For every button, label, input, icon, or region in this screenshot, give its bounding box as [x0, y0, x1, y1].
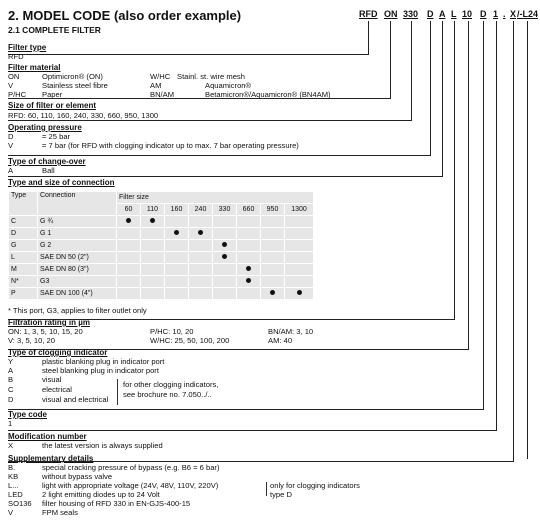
- filter-material-heading: Filter material: [8, 63, 61, 72]
- availability-dot-icon: [222, 242, 227, 247]
- availability-cell: [285, 252, 314, 264]
- connection-thread-cell: G ¾: [38, 216, 117, 228]
- connector-typecode-h: [8, 430, 497, 431]
- connector-material-h: [8, 98, 391, 99]
- code-part-filtration: 10: [462, 9, 473, 19]
- size-header-cell: 240: [189, 204, 213, 216]
- connector-size-v: [411, 21, 412, 120]
- availability-cell: [237, 264, 261, 276]
- connection-type-cell: C: [9, 216, 38, 228]
- availability-cell: [237, 288, 261, 300]
- availability-cell: [261, 240, 285, 252]
- availability-cell: [165, 288, 189, 300]
- availability-cell: [141, 228, 165, 240]
- code-part-size: 330: [403, 9, 419, 19]
- availability-cell: [117, 276, 141, 288]
- clogging-desc: plastic blanking plug in indicator port: [42, 357, 165, 366]
- availability-cell: [117, 228, 141, 240]
- availability-cell: [117, 252, 141, 264]
- material-desc: Optimicron® (ON): [42, 72, 103, 81]
- table-row: [9, 264, 314, 276]
- type-code-value: 1: [8, 419, 13, 428]
- availability-cell: [117, 216, 141, 228]
- connection-thread-cell: G 1: [38, 228, 117, 240]
- clogging-code: C: [8, 385, 14, 394]
- availability-cell: [261, 276, 285, 288]
- clogging-heading: Type of clogging indicator: [8, 348, 108, 357]
- availability-cell: [189, 264, 213, 276]
- availability-cell: [213, 228, 237, 240]
- connector-modification-v: [513, 21, 514, 461]
- availability-cell: [141, 252, 165, 264]
- connection-table: [8, 191, 314, 300]
- availability-cell: [141, 276, 165, 288]
- connector-type-h: [8, 54, 369, 55]
- availability-cell: [213, 216, 237, 228]
- size-header-cell: 160: [165, 204, 189, 216]
- connector-changeover-h: [8, 176, 443, 177]
- connection-footnote: * This port, G3, applies to filter outlet only: [8, 306, 147, 315]
- clogging-desc: steel blanking plug in indicator port: [42, 366, 159, 375]
- availability-dot-icon: [246, 266, 251, 271]
- clogging-code: D: [8, 395, 14, 404]
- size-header-cell: 330: [213, 204, 237, 216]
- availability-dot-icon: [297, 290, 302, 295]
- code-part-changeover: A: [439, 9, 446, 19]
- connection-type-cell: M: [9, 264, 38, 276]
- supplementary-desc: FPM seals: [42, 508, 78, 517]
- availability-dot-icon: [222, 254, 227, 259]
- material-desc: Stainless steel fibre: [42, 81, 108, 90]
- code-part-pressure: D: [427, 9, 434, 19]
- filtration-entry: P/HC: 10, 20: [150, 327, 194, 336]
- col-filter-size-header: Filter size: [117, 192, 314, 204]
- pressure-code: D: [8, 132, 14, 141]
- supplementary-desc: special cracking pressure of bypass (e.g. B6 = 6 bar): [42, 463, 220, 472]
- availability-cell: [117, 240, 141, 252]
- clogging-note: for other clogging indicators,: [123, 380, 219, 389]
- availability-cell: [261, 264, 285, 276]
- availability-cell: [285, 228, 314, 240]
- material-code: P/HC: [8, 90, 27, 99]
- availability-cell: [189, 288, 213, 300]
- availability-cell: [165, 240, 189, 252]
- table-header-row: [9, 192, 314, 204]
- clogging-note: see brochure no. 7.050../..: [123, 390, 212, 399]
- page-title: 2. MODEL CODE (also order example): [8, 8, 242, 23]
- material-code: ON: [8, 72, 20, 81]
- connection-heading: Type and size of connection: [8, 178, 115, 187]
- supplementary-code: LED: [8, 490, 23, 499]
- filtration-entry: W/HC: 25, 50, 100, 200: [150, 336, 230, 345]
- size-header-cell: 950: [261, 204, 285, 216]
- connector-filtration-v: [468, 21, 469, 349]
- availability-dot-icon: [150, 218, 155, 223]
- code-part-clogging: D: [480, 9, 487, 19]
- material-code: V: [8, 81, 14, 90]
- supplementary-desc: 2 light emitting diodes up to 24 Volt: [42, 490, 160, 499]
- availability-cell: [261, 216, 285, 228]
- supplementary-code: V: [8, 508, 14, 517]
- table-row: [9, 240, 314, 252]
- availability-cell: [213, 252, 237, 264]
- availability-cell: [213, 240, 237, 252]
- availability-cell: [165, 276, 189, 288]
- availability-cell: [285, 264, 314, 276]
- availability-cell: [141, 288, 165, 300]
- filtration-entry: ON: 1, 3, 5, 10, 15, 20: [8, 327, 83, 336]
- supplementary-desc: filter housing of RFD 330 in EN-GJS-400-15: [42, 499, 191, 508]
- filtration-entry: V: 3, 5, 10, 20: [8, 336, 56, 345]
- material-desc: Betamicron®/Aquamicron® (BN4AM): [205, 90, 331, 99]
- supplementary-code: KB: [8, 472, 19, 481]
- connector-typecode-v: [496, 21, 497, 430]
- code-part-modification: X: [510, 9, 517, 19]
- supplementary-note: only for clogging indicators: [270, 481, 360, 490]
- connector-pressure-h: [8, 155, 431, 156]
- modification-desc: the latest version is always supplied: [42, 441, 163, 450]
- clogging-code: B: [8, 375, 14, 384]
- availability-dot-icon: [270, 290, 275, 295]
- availability-cell: [189, 228, 213, 240]
- connection-type-cell: G: [9, 240, 38, 252]
- changeover-heading: Type of change-over: [8, 157, 86, 166]
- availability-cell: [261, 228, 285, 240]
- connection-type-cell: N*: [9, 276, 38, 288]
- availability-cell: [213, 288, 237, 300]
- availability-cell: [189, 240, 213, 252]
- availability-cell: [285, 216, 314, 228]
- size-header-cell: 110: [141, 204, 165, 216]
- connector-supplementary-v: [527, 21, 528, 459]
- availability-cell: [165, 252, 189, 264]
- pressure-desc: = 7 bar (for RFD with clogging indicator up to max. 7 bar operating pressure): [42, 141, 299, 150]
- filter-type-value: RFD: [8, 52, 24, 61]
- connector-clogging-h: [8, 409, 484, 410]
- section-subtitle: 2.1 COMPLETE FILTER: [8, 25, 101, 35]
- size-value: RFD: 60, 110, 160, 240, 330, 660, 950, 1300: [8, 111, 159, 120]
- pressure-code: V: [8, 141, 14, 150]
- supplementary-desc: without bypass valve: [42, 472, 113, 481]
- connector-clogging-v: [483, 21, 484, 409]
- availability-dot-icon: [174, 230, 179, 235]
- connection-thread-cell: SAE DN 100 (4"): [38, 288, 117, 300]
- availability-cell: [189, 276, 213, 288]
- availability-cell: [117, 264, 141, 276]
- table-row: [9, 216, 314, 228]
- supplementary-note: type D: [270, 490, 292, 499]
- availability-cell: [285, 276, 314, 288]
- supplementary-code: L...: [8, 481, 19, 490]
- table-row: [9, 288, 314, 300]
- table-row: [9, 252, 314, 264]
- code-part-supplementary: /-L24: [517, 9, 539, 19]
- material-desc: Paper: [42, 90, 63, 99]
- availability-cell: [237, 276, 261, 288]
- availability-cell: [237, 228, 261, 240]
- material-desc: Aquamicron®: [205, 81, 252, 90]
- availability-cell: [189, 216, 213, 228]
- type-code-heading: Type code: [8, 410, 47, 419]
- availability-dot-icon: [246, 278, 251, 283]
- material-desc: Stainl. st. wire mesh: [177, 72, 245, 81]
- connector-connection-v: [454, 21, 455, 319]
- connection-type-cell: L: [9, 252, 38, 264]
- availability-cell: [237, 240, 261, 252]
- code-part-connection: L: [451, 9, 457, 19]
- availability-cell: [141, 216, 165, 228]
- size-header-cell: 660: [237, 204, 261, 216]
- filtration-entry: AM: 40: [268, 336, 293, 345]
- availability-cell: [261, 288, 285, 300]
- size-header-cell: 1300: [285, 204, 314, 216]
- availability-dot-icon: [126, 218, 131, 223]
- availability-cell: [285, 288, 314, 300]
- connector-changeover-v: [442, 21, 443, 176]
- size-heading: Size of filter or element: [8, 101, 97, 110]
- availability-cell: [141, 264, 165, 276]
- supplementary-desc: light with appropriate voltage (24V, 48V, 110V, 220V): [42, 481, 219, 490]
- availability-cell: [165, 228, 189, 240]
- material-code: BN/AM: [150, 90, 175, 99]
- col-type-header: Type: [9, 192, 38, 216]
- code-part-dot: .: [503, 9, 506, 19]
- connection-thread-cell: SAE DN 50 (2"): [38, 252, 117, 264]
- availability-cell: [285, 240, 314, 252]
- connector-material-v: [390, 21, 391, 98]
- supplementary-code: B.: [8, 463, 16, 472]
- clogging-desc: visual and electrical: [42, 395, 109, 404]
- availability-cell: [237, 216, 261, 228]
- connection-thread-cell: G 2: [38, 240, 117, 252]
- clogging-desc: electrical: [42, 385, 72, 394]
- availability-cell: [117, 288, 141, 300]
- table-row: [9, 228, 314, 240]
- connection-type-cell: D: [9, 228, 38, 240]
- availability-dot-icon: [198, 230, 203, 235]
- availability-cell: [165, 216, 189, 228]
- availability-cell: [237, 252, 261, 264]
- code-part-material: ON: [384, 9, 398, 19]
- modification-code: X: [8, 441, 14, 450]
- changeover-desc: Ball: [42, 166, 55, 175]
- connection-type-cell: P: [9, 288, 38, 300]
- connection-table-body: [9, 216, 314, 300]
- filtration-heading: Filtration rating in µm: [8, 318, 90, 327]
- connector-type-v: [368, 21, 369, 54]
- availability-cell: [189, 252, 213, 264]
- changeover-code: A: [8, 166, 14, 175]
- connection-thread-cell: SAE DN 80 (3"): [38, 264, 117, 276]
- supplementary-heading: Supplementary details: [8, 454, 94, 463]
- connection-thread-cell: G3: [38, 276, 117, 288]
- material-code: AM: [150, 81, 162, 90]
- code-part-type: RFD: [359, 9, 378, 19]
- pressure-desc: = 25 bar: [42, 132, 71, 141]
- clogging-desc: visual: [42, 375, 62, 384]
- material-code: W/HC: [150, 72, 171, 81]
- table-row: [9, 276, 314, 288]
- availability-cell: [213, 276, 237, 288]
- connector-size-h: [8, 120, 412, 121]
- code-part-typecode: 1: [493, 9, 499, 19]
- col-connection-header: Connection: [38, 192, 117, 216]
- availability-cell: [165, 264, 189, 276]
- filtration-entry: BN/AM: 3, 10: [268, 327, 314, 336]
- connector-pressure-v: [430, 21, 431, 155]
- size-header-cell: 60: [117, 204, 141, 216]
- supplementary-code: SO136: [8, 499, 32, 508]
- availability-cell: [261, 252, 285, 264]
- modification-heading: Modification number: [8, 432, 87, 441]
- availability-cell: [213, 264, 237, 276]
- clogging-code: A: [8, 366, 14, 375]
- availability-cell: [141, 240, 165, 252]
- clogging-code: Y: [8, 357, 14, 366]
- filter-type-heading: Filter type: [8, 43, 47, 52]
- pressure-heading: Operating pressure: [8, 123, 82, 132]
- clogging-bracket: [117, 379, 122, 405]
